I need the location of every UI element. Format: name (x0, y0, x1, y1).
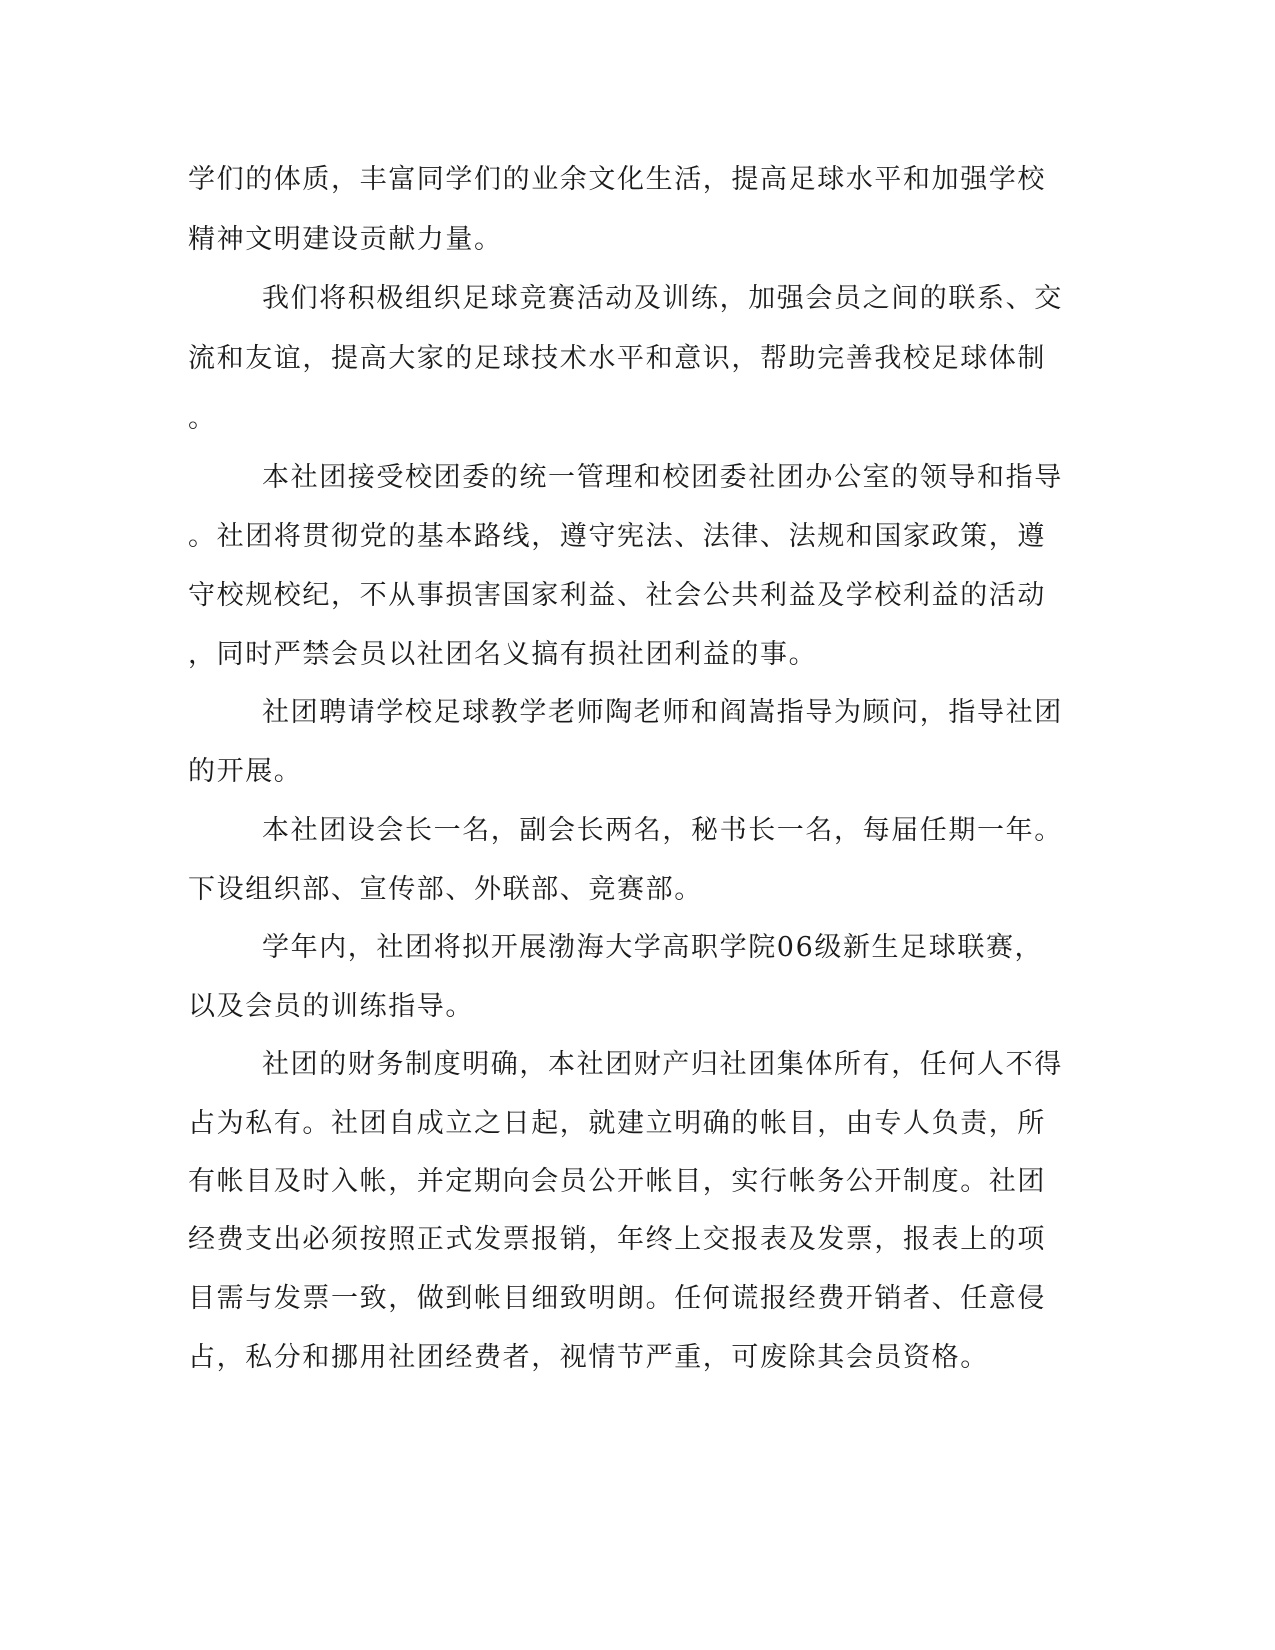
text-line: 经费支出必须按照正式发票报销，年终上交报表及发票，报表上的项 (188, 1224, 1046, 1255)
text-line: 。社团将贯彻党的基本路线，遵守宪法、法律、法规和国家政策，遵 (188, 521, 1046, 552)
text-line: 有帐目及时入帐，并定期向会员公开帐目，实行帐务公开制度。社团 (188, 1166, 1046, 1197)
text-line: ，同时严禁会员以社团名义搞有损社团利益的事。 (188, 639, 818, 670)
paragraph-first-line: 社团的财务制度明确，本社团财产归社团集体所有，任何人不得 (262, 1049, 1063, 1080)
paragraph-first-line: 我们将积极组织足球竞赛活动及训练，加强会员之间的联系、交 (262, 283, 1063, 314)
text-line: 下设组织部、宣传部、外联部、竞赛部。 (188, 874, 703, 905)
paragraph-first-line: 社团聘请学校足球教学老师陶老师和阎嵩指导为顾问，指导社团 (262, 697, 1063, 728)
text-line: 的开展。 (188, 756, 303, 787)
paragraph-first-line: 本社团接受校团委的统一管理和校团委社团办公室的领导和指导 (262, 462, 1063, 493)
text-line: 占，私分和挪用社团经费者，视情节严重，可废除其会员资格。 (188, 1342, 989, 1373)
text-line: 学们的体质，丰富同学们的业余文化生活，提高足球水平和加强学校 (188, 164, 1046, 195)
text-line: 精神文明建设贡献力量。 (188, 224, 503, 255)
paragraph-first-line: 学年内，社团将拟开展渤海大学高职学院06级新生足球联赛， (262, 932, 1044, 963)
text-line: 流和友谊，提高大家的足球技术水平和意识，帮助完善我校足球体制 (188, 343, 1046, 374)
text-line: 占为私有。社团自成立之日起，就建立明确的帐目，由专人负责，所 (188, 1108, 1046, 1139)
text-line: 。 (188, 403, 217, 434)
text-line: 目需与发票一致，做到帐目细致明朗。任何谎报经费开销者、任意侵 (188, 1283, 1046, 1314)
text-line: 守校规校纪，不从事损害国家利益、社会公共利益及学校利益的活动 (188, 580, 1046, 611)
paragraph-first-line: 本社团设会长一名，副会长两名，秘书长一名，每届任期一年。 (262, 815, 1063, 846)
text-line: 以及会员的训练指导。 (188, 991, 474, 1022)
